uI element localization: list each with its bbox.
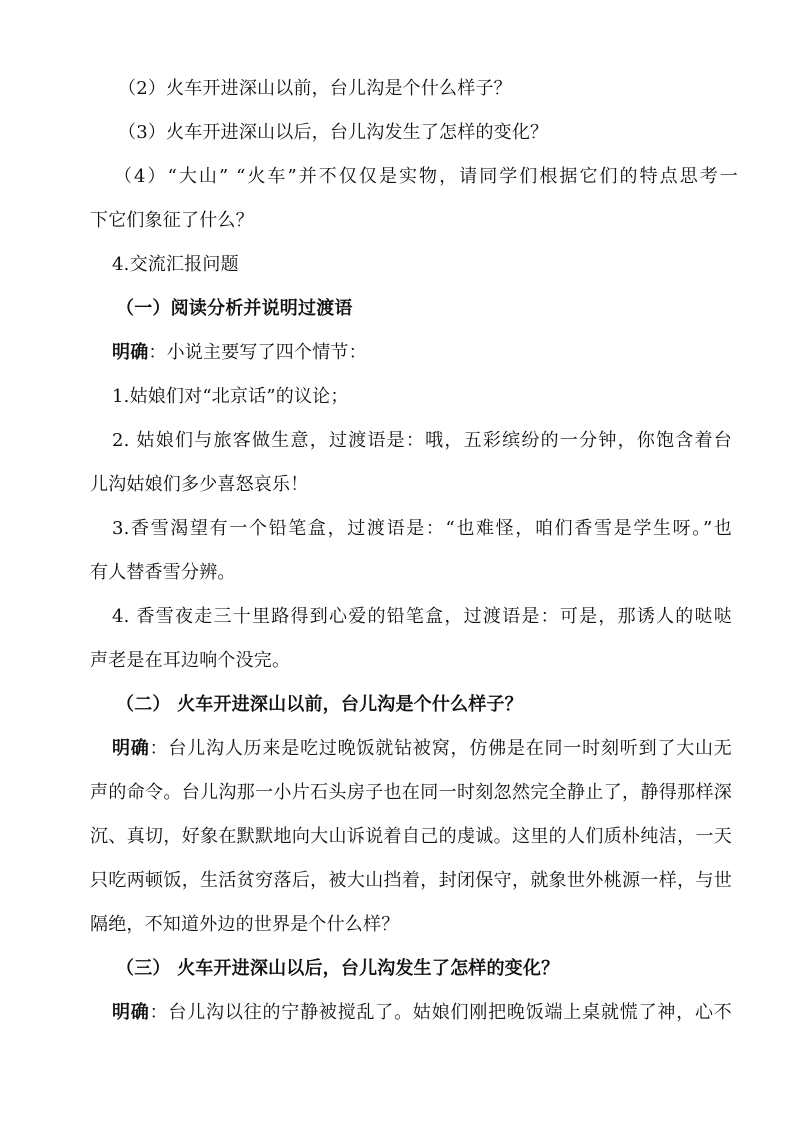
answer-two-rest: ：台儿沟人历来是吃过晚饭就钻被窝，仿佛是在同一时刻听到了大山无 [149,738,733,759]
question-2-text: （2）火车开进深山以前，台儿沟是个什么样子？ [118,78,512,99]
plot-2-text-line-2: 儿沟姑娘们多少喜怒哀乐！ [90,474,309,495]
section-one-heading: （一）阅读分析并说明过渡语 [116,298,353,319]
plot-4-text-line-2: 声老是在耳边响个没完。 [90,650,291,671]
plot-1-text: 1.姑娘们对“北京话”的议论； [112,386,349,407]
section-4-heading: 4.交流汇报问题 [112,254,239,275]
question-3-text: （3）火车开进深山以后，台儿沟发生了怎样的变化？ [118,122,549,143]
answer-label: 明确 [112,738,150,759]
section-three-heading: （三） 火车开进深山以后，台儿沟发生了怎样的变化？ [116,958,560,979]
answer-two-line-5: 隔绝，不知道外边的世界是个什么样？ [90,914,400,935]
answer-one-rest: ：小说主要写了四个情节： [148,342,367,363]
answer-one-line [112,341,367,365]
answer-three-line-1 [112,1001,732,1025]
answer-two-line-2: 声的命令。台儿沟那一小片石头房子也在同一时刻忽然完全静止了，静得那样深 [90,782,732,803]
plot-3-text-line-2: 有人替香雪分辨。 [90,562,236,583]
answer-label: 明确 [112,1002,150,1023]
answer-label: 明确 [112,342,149,363]
answer-two-line-4: 只吃两顿饭，生活贫穷落后，被大山挡着，封闭保守，就象世外桃源一样，与世 [90,870,732,891]
answer-two-line-3: 沉、真切，好象在默默地向大山诉说着自己的虔诚。这里的人们质朴纯洁，一天 [90,826,732,847]
question-4-text-line-2: 下它们象征了什么？ [90,210,254,231]
plot-2-text-line-1: 2. 姑娘们与旅客做生意，过渡语是：哦，五彩缤纷的一分钟，你饱含着台 [112,430,732,451]
plot-4-text-line-1: 4. 香雪夜走三十里路得到心爱的铅笔盒，过渡语是：可是，那诱人的哒哒 [112,606,732,627]
plot-3-text-line-1: 3.香雪渴望有一个铅笔盒，过渡语是：“也难怪，咱们香雪是学生呀。”也 [112,518,732,539]
section-two-heading: （二） 火车开进深山以前，台儿沟是个什么样子？ [116,694,523,715]
answer-three-rest: ：台儿沟以往的宁静被搅乱了。姑娘们刚把晚饭端上桌就慌了神，心不 [149,1002,733,1023]
question-4-text-line-1: （4）“大山” “火车”并不仅仅是实物，请同学们根据它们的特点思考一 [114,166,738,187]
answer-two-line-1 [112,737,732,761]
